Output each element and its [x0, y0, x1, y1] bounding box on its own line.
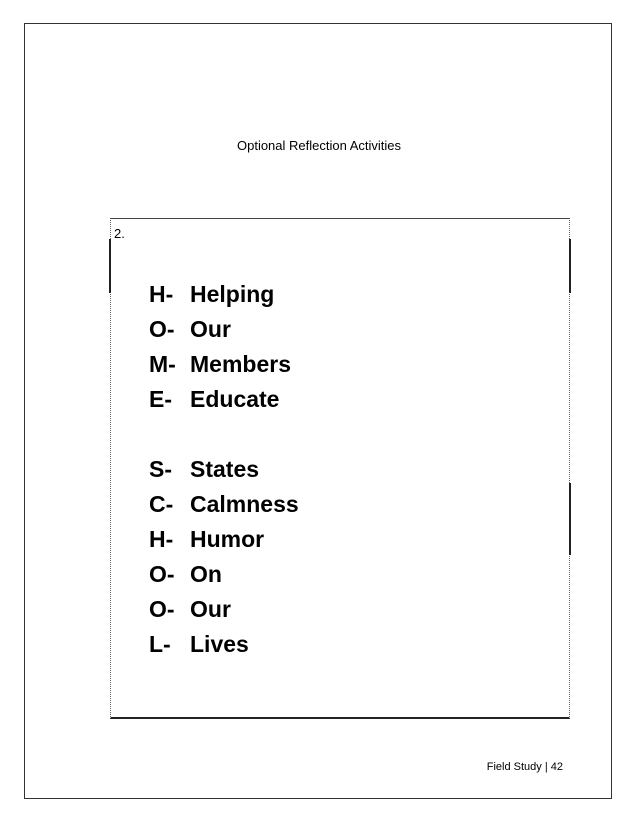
acrostic-word: Educate: [190, 386, 280, 412]
acrostic-word: On: [190, 561, 222, 587]
acrostic-word: States: [190, 456, 260, 482]
acrostic-word: Our: [190, 596, 231, 622]
acrostic-letter: O-: [149, 561, 175, 587]
acrostic-letter: H-: [149, 281, 174, 307]
acrostic-row: [149, 594, 449, 624]
item-number: 2.: [114, 226, 125, 241]
box-left-edge-top: [109, 239, 111, 293]
acrostic-word: Helping: [190, 281, 275, 307]
acrostic-letter: E-: [149, 386, 172, 412]
acrostic-letter: O-: [149, 316, 175, 342]
box-right-edge-middle: [569, 483, 571, 555]
acrostic-row: [149, 384, 449, 414]
reflection-box: [110, 218, 570, 719]
acrostic-word: Members: [190, 351, 291, 377]
acrostic-row: [149, 349, 449, 379]
acrostic-row: [149, 489, 449, 519]
acrostic-letter: S-: [149, 456, 172, 482]
acrostic-row: [149, 314, 449, 344]
acrostic-letter: M-: [149, 351, 176, 377]
acrostic-letter: C-: [149, 491, 174, 517]
acrostic-letter: H-: [149, 526, 174, 552]
acrostic-word: Humor: [190, 526, 265, 552]
page-footer: Field Study | 42: [486, 761, 563, 773]
acrostic-row: [149, 279, 449, 309]
box-right-edge-top: [569, 239, 571, 293]
acrostic-row: [149, 454, 449, 484]
acrostic-word: Calmness: [190, 491, 299, 517]
acrostic-word: Lives: [190, 631, 249, 657]
acrostic-letter: O-: [149, 596, 175, 622]
acrostic-row: [149, 524, 449, 554]
page-title: Optional Reflection Activities: [236, 138, 402, 153]
acrostic-letter: L-: [149, 631, 171, 657]
acrostic-row: [149, 629, 449, 659]
acrostic-word: Our: [190, 316, 231, 342]
acrostic-row: [149, 559, 449, 589]
